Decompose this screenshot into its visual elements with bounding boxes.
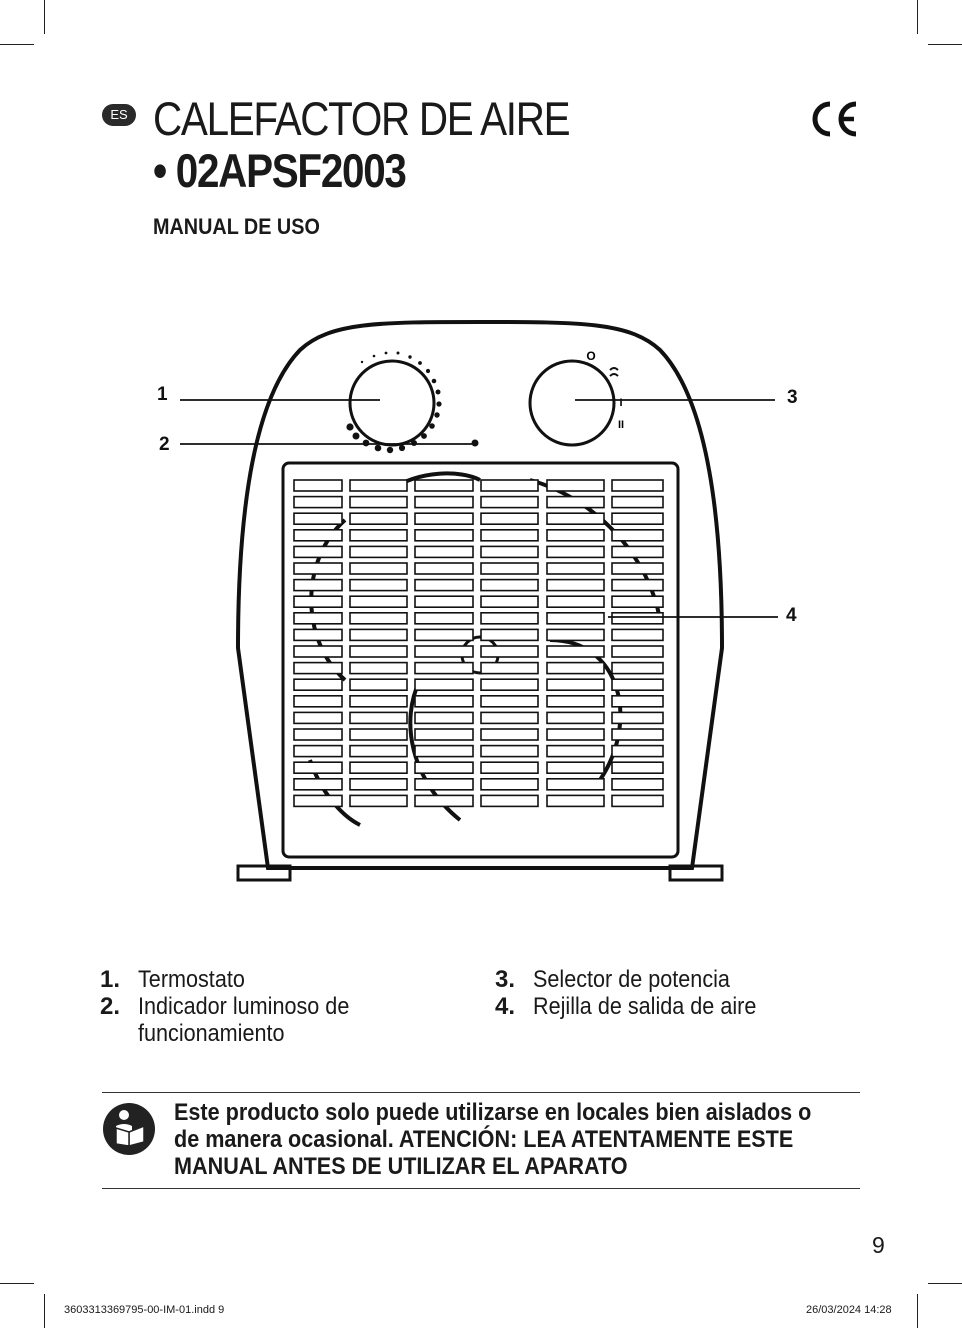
grille-slot xyxy=(350,596,407,607)
grille-slot xyxy=(415,795,473,806)
callout-3: 3 xyxy=(787,387,798,408)
crop-mark xyxy=(44,0,45,34)
grille-slot xyxy=(350,746,407,757)
grille-slot xyxy=(481,546,538,557)
legend-label: Rejilla de salida de aire xyxy=(533,993,757,1020)
grille-slot xyxy=(415,497,473,508)
grille-slot xyxy=(294,629,342,640)
legend-right xyxy=(495,966,875,1020)
grille-slot xyxy=(294,580,342,591)
grille-slot xyxy=(350,563,407,574)
grille-slot xyxy=(547,746,604,757)
grille-slot xyxy=(547,663,604,674)
grille-slot xyxy=(294,762,342,773)
grille-slot xyxy=(547,596,604,607)
grille-slot xyxy=(350,546,407,557)
grille-slot xyxy=(547,629,604,640)
grille-slot xyxy=(294,679,342,690)
grille-slot xyxy=(415,563,473,574)
grille-slot xyxy=(547,646,604,657)
grille-slot xyxy=(350,497,407,508)
grille-slot xyxy=(350,679,407,690)
grille-slot xyxy=(415,580,473,591)
grille-slot xyxy=(294,795,342,806)
grille-slot xyxy=(415,646,473,657)
grille-slot xyxy=(294,480,342,491)
grille-slot xyxy=(294,513,342,524)
grille-slot xyxy=(415,762,473,773)
grille-slot xyxy=(547,546,604,557)
crop-mark xyxy=(0,1283,34,1284)
grille-slot xyxy=(612,629,663,640)
print-file-info: 3603313369795-00-IM-01.indd 9 xyxy=(64,1304,225,1316)
grille-slot xyxy=(415,530,473,541)
grille-slots xyxy=(294,480,663,806)
grille-slot xyxy=(294,712,342,723)
grille-slot xyxy=(612,580,663,591)
grille-slot xyxy=(415,746,473,757)
grille-slot xyxy=(294,663,342,674)
grille-slot xyxy=(481,513,538,524)
grille-slot xyxy=(612,563,663,574)
legend-left xyxy=(100,966,480,1047)
grille-slot xyxy=(481,646,538,657)
grille-slot xyxy=(547,712,604,723)
grille-slot xyxy=(612,530,663,541)
grille-slot xyxy=(415,729,473,740)
grille-slot xyxy=(294,696,342,707)
grille-slot xyxy=(612,480,663,491)
grille-slot xyxy=(547,530,604,541)
safety-notice: Este producto solo puede utilizarse en locales bien aislados o de manera ocasional. ATENCIÓN: LEA ATENTAMENTE ESTE MANUAL ANTES DE UTILIZAR EL APARATO xyxy=(174,1099,812,1180)
grille-slot xyxy=(481,696,538,707)
grille-slot xyxy=(415,779,473,790)
grille-slot xyxy=(415,629,473,640)
grille-slot xyxy=(481,746,538,757)
grille-slot xyxy=(481,629,538,640)
grille-slot xyxy=(547,480,604,491)
power-mark-off: O xyxy=(586,349,596,363)
grille-slot xyxy=(612,795,663,806)
grille-slot xyxy=(481,795,538,806)
grille-slot xyxy=(481,679,538,690)
grille-slot xyxy=(350,613,407,624)
grille-slot xyxy=(481,530,538,541)
thermostat-scale-dots xyxy=(346,352,441,454)
callout-lines xyxy=(180,400,778,617)
grille-slot xyxy=(294,546,342,557)
grille-slot xyxy=(350,480,407,491)
crop-mark xyxy=(928,1283,962,1284)
grille-slot xyxy=(612,779,663,790)
thermostat-knob xyxy=(346,352,441,454)
grille-slot xyxy=(294,779,342,790)
crop-mark xyxy=(917,0,918,34)
grille-slot xyxy=(547,779,604,790)
grille-slot xyxy=(612,596,663,607)
grille-slot xyxy=(481,779,538,790)
heater-diagram xyxy=(0,300,962,900)
callout-4: 4 xyxy=(786,605,797,626)
grille-slot xyxy=(612,729,663,740)
grille-slot xyxy=(547,762,604,773)
legend-number: 4. xyxy=(495,993,516,1020)
grille-slot xyxy=(350,762,407,773)
grille-slot xyxy=(294,646,342,657)
grille-slot xyxy=(612,696,663,707)
grille-slot xyxy=(350,580,407,591)
grille-slot xyxy=(415,696,473,707)
grille-slot xyxy=(547,513,604,524)
grille-slot xyxy=(612,679,663,690)
grille-slot xyxy=(612,546,663,557)
power-mark-low: I xyxy=(619,397,623,409)
grille-slot xyxy=(415,596,473,607)
grille-slot xyxy=(612,646,663,657)
divider xyxy=(102,1188,860,1189)
grille-slot xyxy=(612,513,663,524)
page-title: CALEFACTOR DE AIRE xyxy=(153,92,570,145)
grille-slot xyxy=(547,497,604,508)
print-date-info: 26/03/2024 14:28 xyxy=(806,1304,892,1316)
grille-slot xyxy=(350,629,407,640)
grille-slot xyxy=(350,729,407,740)
legend-item xyxy=(495,966,875,993)
grille-slot xyxy=(612,613,663,624)
crop-mark xyxy=(928,44,962,45)
grille-slot xyxy=(415,712,473,723)
grille-slot xyxy=(481,563,538,574)
legend-number: 2. xyxy=(100,993,121,1020)
power-indicator-light xyxy=(472,440,479,447)
grille-slot xyxy=(294,497,342,508)
grille-slot xyxy=(481,613,538,624)
callout-1: 1 xyxy=(157,384,168,405)
grille-slot xyxy=(481,596,538,607)
grille-slot xyxy=(415,513,473,524)
grille-slot xyxy=(481,663,538,674)
grille-slot xyxy=(415,613,473,624)
ce-mark-icon xyxy=(808,98,860,140)
read-manual-icon xyxy=(102,1102,156,1156)
grille-slot xyxy=(481,729,538,740)
grille-slot xyxy=(547,580,604,591)
grille-slot xyxy=(547,613,604,624)
crop-mark xyxy=(917,1294,918,1328)
grille-slot xyxy=(350,795,407,806)
grille-slot xyxy=(350,646,407,657)
grille-slot xyxy=(294,729,342,740)
grille-slot xyxy=(547,563,604,574)
grille-slot xyxy=(612,497,663,508)
legend-label: Indicador luminoso de funcionamiento xyxy=(138,993,350,1047)
legend-label: Termostato xyxy=(138,966,245,993)
grille-slot xyxy=(350,513,407,524)
grille-slot xyxy=(294,530,342,541)
legend-label: Selector de potencia xyxy=(533,966,730,993)
legend-number: 1. xyxy=(100,966,121,993)
model-number: • 02APSF2003 xyxy=(153,144,406,197)
grille-slot xyxy=(415,546,473,557)
power-selector-knob xyxy=(530,349,624,445)
grille-slot xyxy=(481,497,538,508)
grille-slot xyxy=(612,663,663,674)
legend-item xyxy=(100,966,480,993)
grille-slot xyxy=(547,679,604,690)
grille-slot xyxy=(350,530,407,541)
grille-slot xyxy=(294,563,342,574)
manual-subtitle: MANUAL DE USO xyxy=(153,214,320,239)
grille-slot xyxy=(350,712,407,723)
grille-slot xyxy=(294,613,342,624)
grille-slot xyxy=(547,795,604,806)
grille-slot xyxy=(350,663,407,674)
divider xyxy=(102,1092,860,1093)
grille-slot xyxy=(612,712,663,723)
legend-number: 3. xyxy=(495,966,516,993)
grille-slot xyxy=(481,762,538,773)
grille-slot xyxy=(547,696,604,707)
grille-slot xyxy=(415,679,473,690)
grille-slot xyxy=(415,480,473,491)
grille-slot xyxy=(415,663,473,674)
grille-slot xyxy=(612,762,663,773)
callout-2: 2 xyxy=(159,434,170,455)
page-number: 9 xyxy=(872,1232,885,1258)
legend-item xyxy=(495,993,875,1020)
grille-slot xyxy=(481,580,538,591)
grille-slot xyxy=(350,779,407,790)
grille-slot xyxy=(294,746,342,757)
language-badge: ES xyxy=(102,104,136,126)
grille-slot xyxy=(612,746,663,757)
crop-mark xyxy=(44,1294,45,1328)
grille-slot xyxy=(350,696,407,707)
legend-item xyxy=(100,993,480,1047)
power-mark-high: II xyxy=(617,419,625,431)
grille-slot xyxy=(547,729,604,740)
grille-slot xyxy=(481,712,538,723)
fan-mode-icon xyxy=(610,368,618,376)
crop-mark xyxy=(0,44,34,45)
grille-slot xyxy=(294,596,342,607)
grille-slot xyxy=(481,480,538,491)
